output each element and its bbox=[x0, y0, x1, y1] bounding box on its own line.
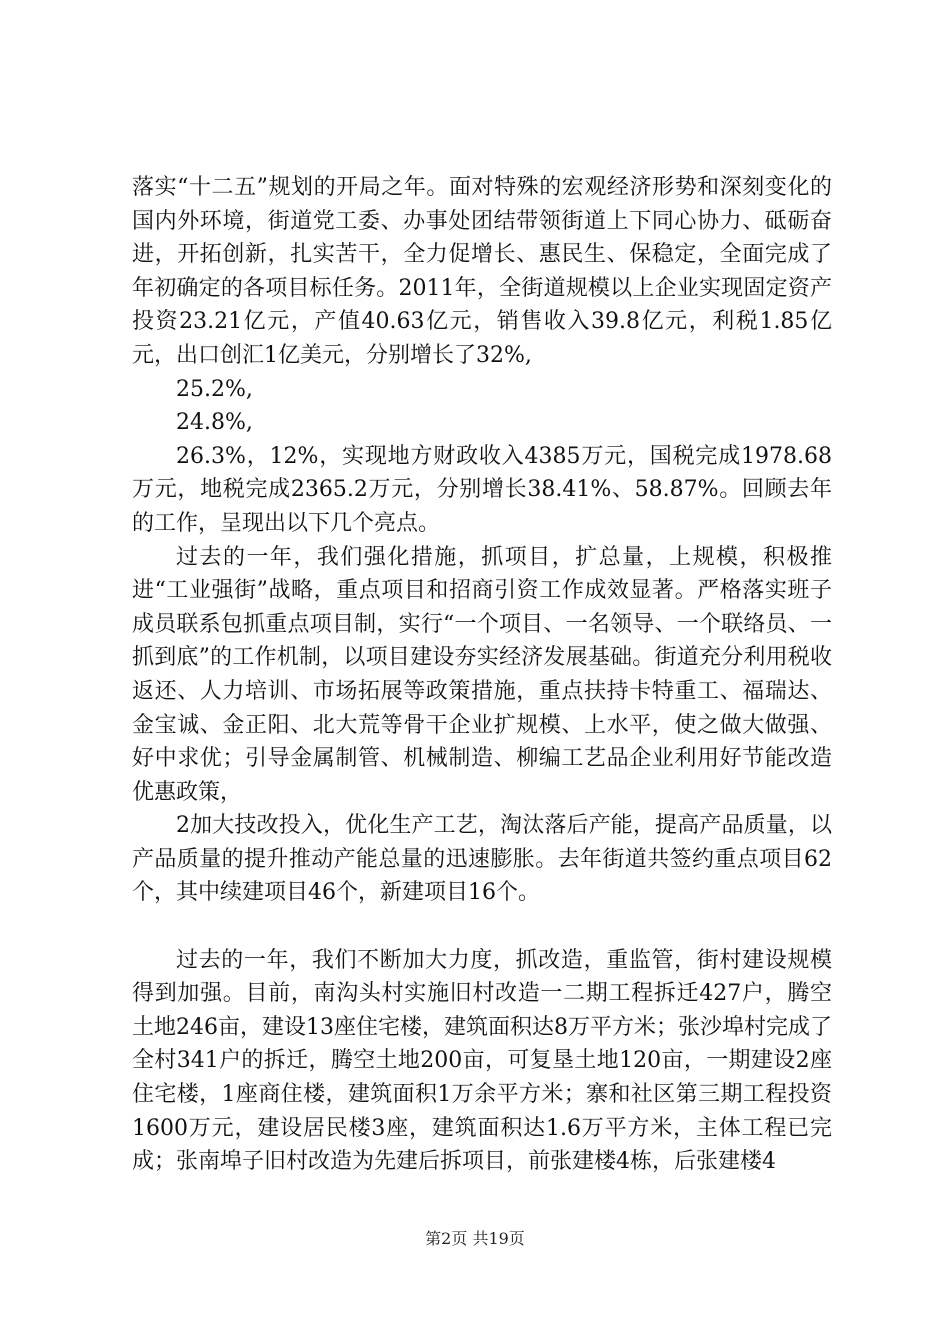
paragraph-projects: 过去的一年，我们强化措施，抓项目，扩总量，上规模，积极推进“工业强街”战略，重点项目和招商引资工作成效显著。严格落实班子成员联系包抓重点项目制，实行“一个项目、一名领导、一个联络员、一抓到底”的工作机制，以项目建设夯实经济发展基础。街道充分利用税收返还、人力培训、市场拓展等政策措施，重点扶持卡特重工、福瑞达、金宝诚、金正阳、北大荒等骨干企业扩规模、上水平，使之做大做强、好中求优；引导金属制管、机械制造、柳编工艺品企业利用好节能改造优惠政策， bbox=[132, 544, 832, 805]
document-body bbox=[132, 171, 832, 1179]
paragraph-technology: 2加大技改投入，优化生产工艺，淘汰落后产能，提高产品质量，以产品质量的提升推动产能总量的迅速膨胀。去年街道共签约重点项目62个，其中续建项目46个，新建项目16个。 bbox=[132, 813, 832, 906]
page-footer: 第2页 共19页 bbox=[425, 1229, 525, 1248]
paragraph-percent-1: 25.2%, bbox=[176, 376, 253, 402]
paragraph-finance: 26.3%，12%，实现地方财政收入4385万元，国税完成1978.68万元，地税完成2365.2万元，分别增长38.41%、58.87%。回顾去年的工作，呈现出以下几个亮点。 bbox=[132, 443, 832, 536]
paragraph-spacer bbox=[132, 910, 832, 944]
paragraph-percent-2: 24.8%, bbox=[176, 410, 253, 436]
paragraph-construction: 过去的一年，我们不断加大力度，抓改造，重监管，街村建设规模得到加强。目前，南沟头村实施旧村改造一二期工程拆迁427户，腾空土地246亩，建设13座住宅楼，建筑面积达8万平方米；张沙埠村完成了全村341户的拆迁，腾空土地200亩，可复垦土地120亩，一期建设2座住宅楼，1座商住楼，建筑面积1万余平方米；寨和社区第三期工程投资1600万元，建设居民楼3座，建筑面积达1.6万平方米，主体工程已完成；张南埠子旧村改造为先建后拆项目，前张建楼4栋，后张建楼4 bbox=[132, 947, 832, 1175]
paragraph-intro: 落实“十二五”规划的开局之年。面对特殊的宏观经济形势和深刻变化的国内外环境，街道党工委、办事处团结带领街道上下同心协力、砥砺奋进，开拓创新，扎实苦干，全力促增长、惠民生、保稳定，全面完成了年初确定的各项目标任务。2011年，全街道规模以上企业实现固定资产投资23.21亿元，产值40.63亿元，销售收入39.8亿元，利税1.85亿元，出口创汇1亿美元，分别增长了32%, bbox=[132, 175, 832, 368]
